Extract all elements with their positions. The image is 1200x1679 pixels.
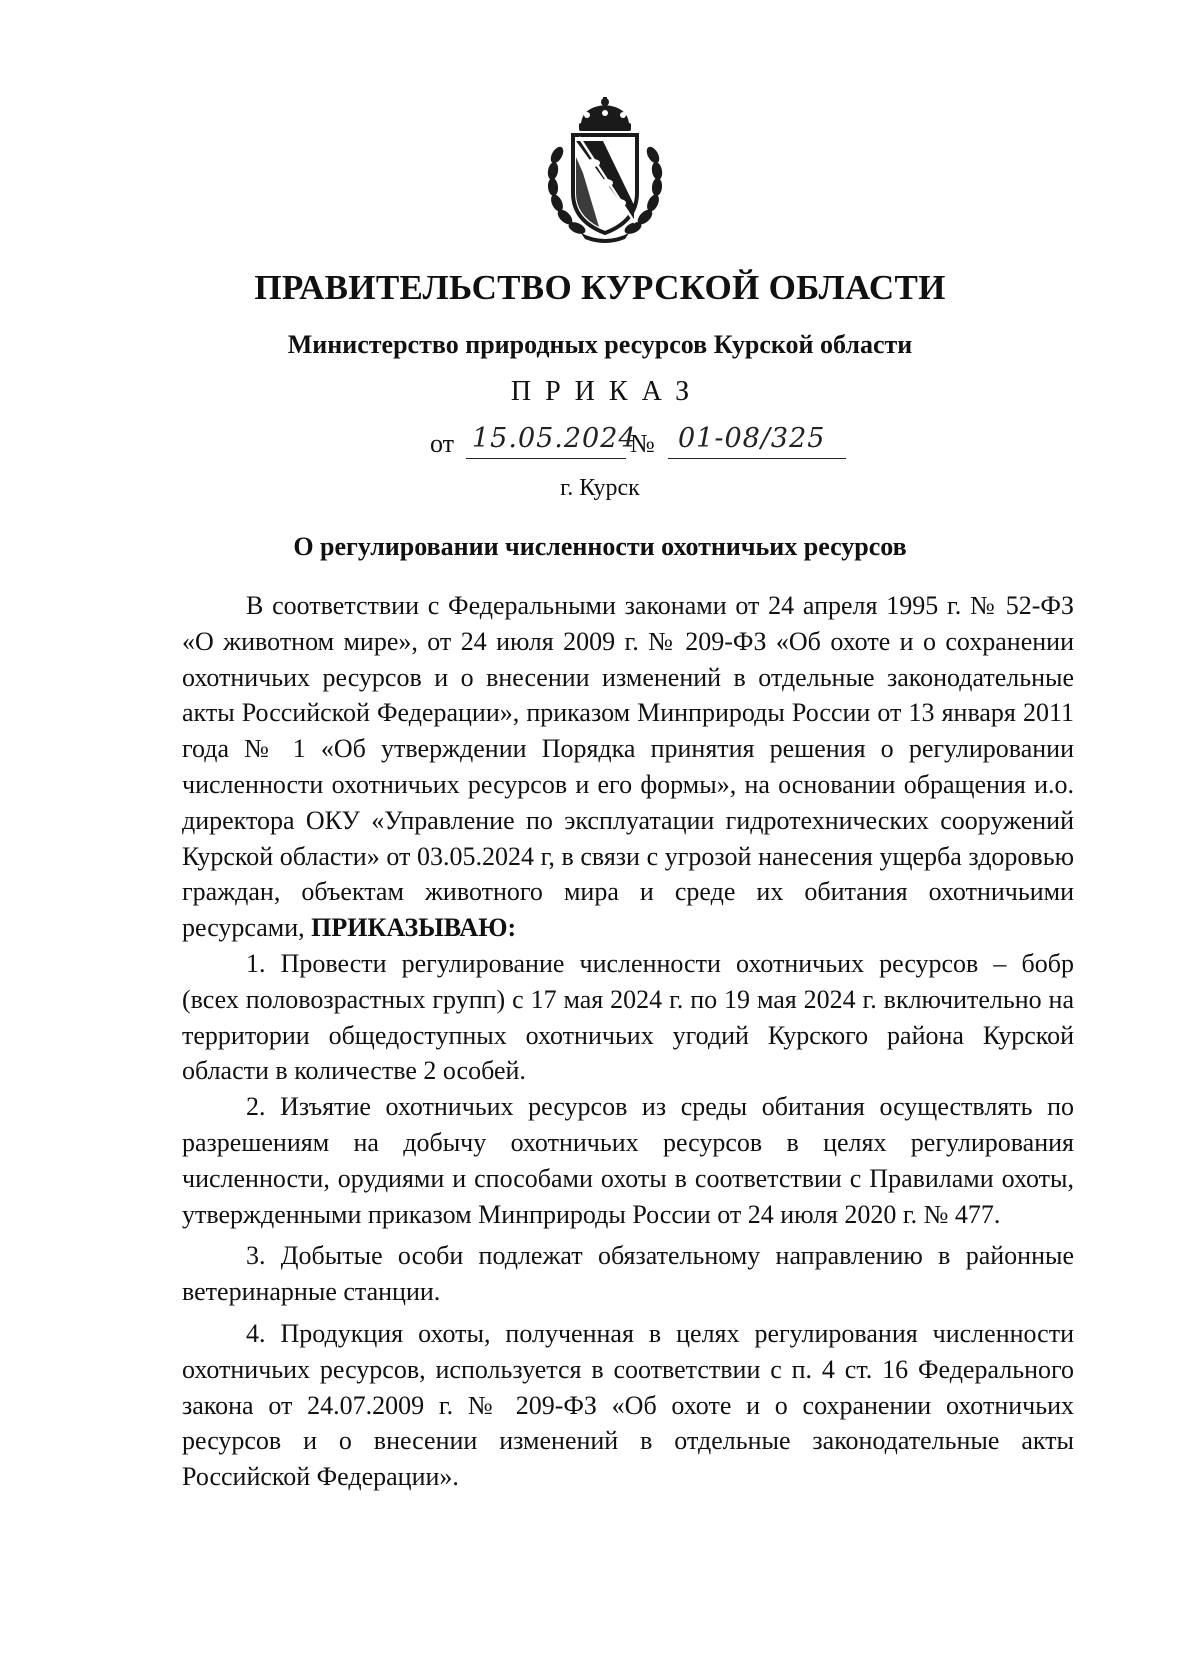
order-item-2: 2. Изъятие охотничьих ресурсов из среды обитания осуществлять по разрешениям на добычу охотничьих ресурсов в целях регулирования численности, орудиями и способами охоты в соответствии с Правилами охоты, утвержденными приказом Минприроды России от 24 июля 2020 г. № 477. — [182, 1092, 1074, 1229]
ministry-name: Министерство природных ресурсов Курской области — [287, 330, 913, 359]
government-title: ПРАВИТЕЛЬСТВО КУРСКОЙ ОБЛАСТИ — [254, 268, 946, 307]
preamble-paragraph — [182, 588, 1074, 946]
coat-of-arms-icon — [543, 97, 667, 245]
document-type: ПРИКАЗ — [510, 376, 704, 407]
order-date: 15.05.2024 — [472, 423, 637, 454]
city: г. Курск — [560, 475, 640, 501]
order-subject: О регулировании численности охотничьих ресурсов — [293, 532, 907, 561]
command-colon: : — [507, 913, 517, 943]
order-number: 01-08/325 — [678, 423, 826, 454]
order-item-4: 4. Продукция охоты, полученная в целях регулирования численности охотничьих ресурсов, используется в соответствии с п. 4 ст. 16 Федерального закона от 24.07.2009 г. № 209-ФЗ «Об охоте и о сохранении охотничьих ресурсов и о внесении изменений в отдельные законодательные акты Российской Федерации». — [182, 1318, 1074, 1492]
order-item-3: 3. Добытые особи подлежат обязательному направлению в районные ветеринарные станции. — [182, 1241, 1074, 1307]
date-prefix: от — [430, 429, 455, 458]
preamble-text: В соответствии с Федеральными законами от 24 апреля 1995 г. № 52-ФЗ «О животном мире», от 24 июля 2009 г. № 209-ФЗ «Об охоте и о сохранении охотничьих ресурсов и о внесении изменений в отдельные законодательные акты Российской Федерации», приказом Минприроды России от 13 января 2011 года № 1 «Об утверждении Порядка принятия решения о регулировании численности охотничьих ресурсов и его формы», на основании обращения и.о. директора ОКУ «Управление по эксплуатации гидротехнических сооружений Курской области» от 03.05.2024 г, в связи с угрозой нанесения ущерба здоровью граждан, объектам животного мира и среде их обитания охотничьими ресурсами, — [182, 591, 1074, 943]
order-date-number-line — [430, 425, 850, 465]
order-item-1: 1. Провести регулирование численности охотничьих ресурсов – бобр (всех половозрастных групп) с 17 мая 2024 г. по 19 мая 2024 г. включительно на территории общедоступных охотничьих угодий Курского района Курской области в количестве 2 особей. — [182, 948, 1074, 1086]
number-underline — [668, 458, 846, 459]
command-word: ПРИКАЗЫВАЮ — [311, 913, 508, 943]
order-body — [182, 588, 1074, 1495]
number-sign: № — [630, 429, 655, 458]
date-underline — [466, 458, 626, 459]
